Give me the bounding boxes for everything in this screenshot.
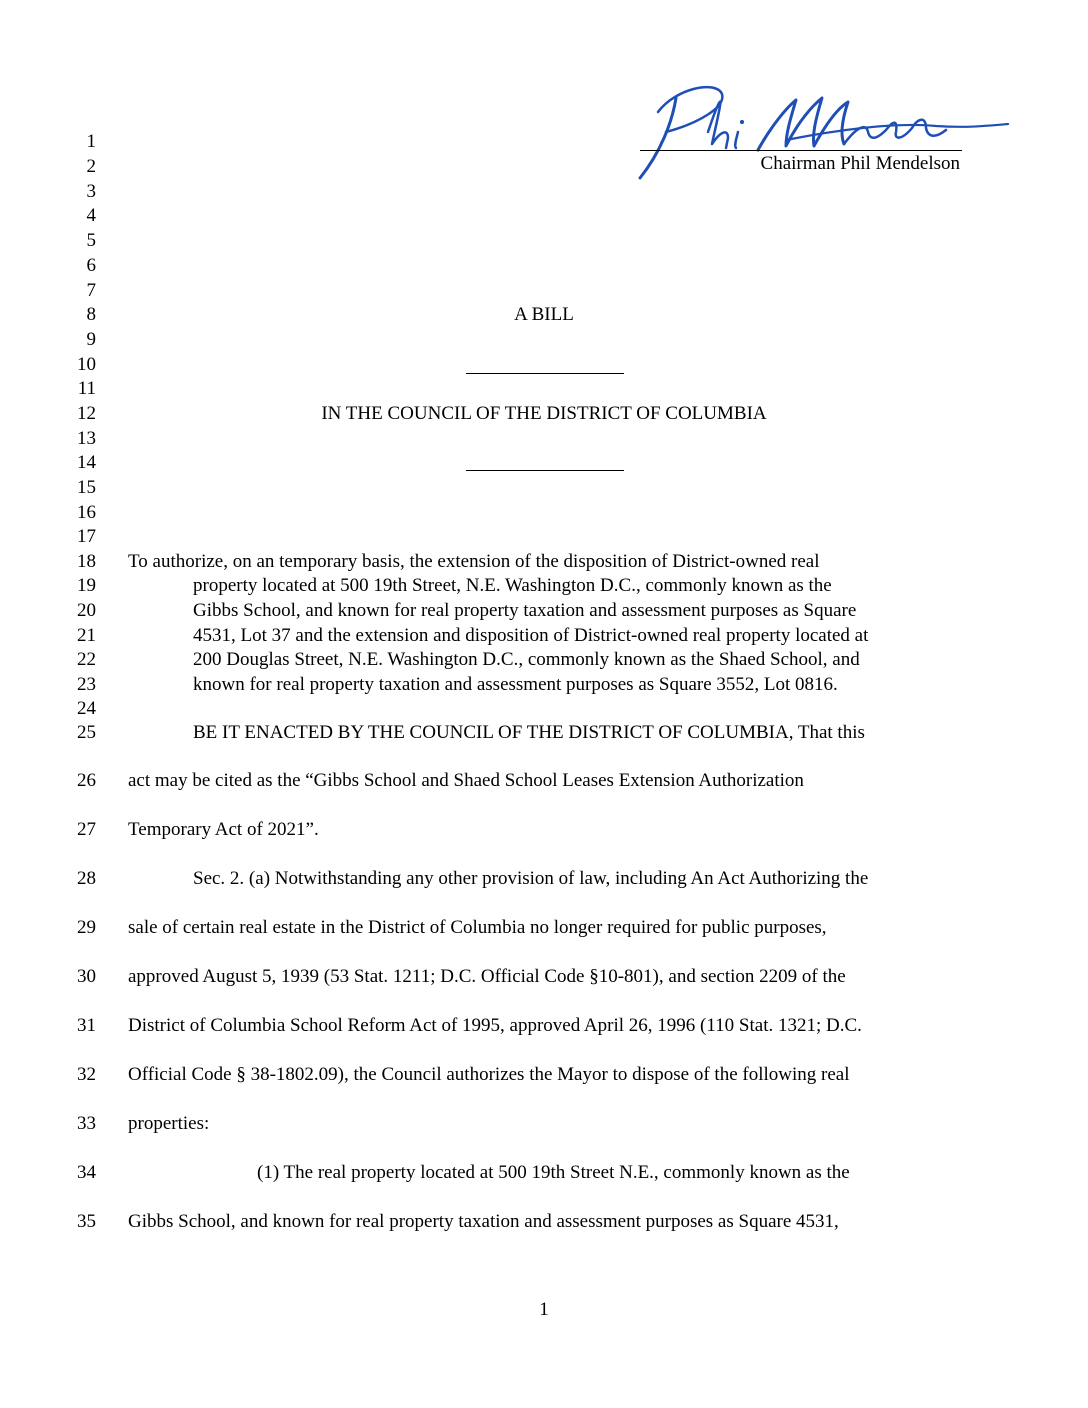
long-title-line: Gibbs School, and known for real property taxation and assessment purposes as Square <box>193 600 857 621</box>
line-number: 25 <box>77 722 96 743</box>
line-number: 24 <box>77 698 96 719</box>
line-number: 26 <box>77 770 96 791</box>
line-number: 14 <box>77 452 96 473</box>
long-title-line: 4531, Lot 37 and the extension and disposition of District-owned real property located at <box>193 625 869 646</box>
council-rule <box>466 470 624 471</box>
body-line: Temporary Act of 2021”. <box>128 819 319 840</box>
line-number: 34 <box>77 1162 96 1183</box>
line-number: 7 <box>86 280 96 301</box>
line-number: 1 <box>86 131 96 152</box>
line-number: 23 <box>77 674 96 695</box>
line-number: 31 <box>77 1015 96 1036</box>
body-line: (1) The real property located at 500 19th Street N.E., commonly known as the <box>257 1162 850 1183</box>
long-title-line: To authorize, on an temporary basis, the extension of the disposition of District-owned real <box>128 551 820 572</box>
line-number: 20 <box>77 600 96 621</box>
line-number: 3 <box>86 181 96 202</box>
line-number: 22 <box>77 649 96 670</box>
body-line: District of Columbia School Reform Act of 1995, approved April 26, 1996 (110 Stat. 1321; D.C. <box>128 1015 862 1036</box>
body-line: approved August 5, 1939 (53 Stat. 1211; D.C. Official Code §10-801), and section 2209 of the <box>128 966 846 987</box>
line-number: 35 <box>77 1211 96 1232</box>
body-line: sale of certain real estate in the District of Columbia no longer required for public purposes, <box>128 917 827 938</box>
signatory-name: Chairman Phil Mendelson <box>760 153 960 174</box>
body-line: Gibbs School, and known for real property taxation and assessment purposes as Square 4531, <box>128 1211 839 1232</box>
line-number: 9 <box>86 329 96 350</box>
line-number: 16 <box>77 502 96 523</box>
line-number: 15 <box>77 477 96 498</box>
line-number: 33 <box>77 1113 96 1134</box>
line-number: 5 <box>86 230 96 251</box>
body-line: properties: <box>128 1113 210 1134</box>
line-number: 29 <box>77 917 96 938</box>
long-title-line: known for real property taxation and assessment purposes as Square 3552, Lot 0816. <box>193 674 838 695</box>
long-title-line: 200 Douglas Street, N.E. Washington D.C., commonly known as the Shaed School, and <box>193 649 860 670</box>
line-number: 8 <box>86 304 96 325</box>
page-number: 1 <box>539 1299 549 1320</box>
line-number: 28 <box>77 868 96 889</box>
line-number: 18 <box>77 551 96 572</box>
body-line: Official Code § 38-1802.09), the Council authorizes the Mayor to dispose of the following real <box>128 1064 850 1085</box>
body-line: Sec. 2. (a) Notwithstanding any other provision of law, including An Act Authorizing the <box>193 868 869 889</box>
line-number: 19 <box>77 575 96 596</box>
title-rule <box>466 373 624 374</box>
line-number: 6 <box>86 255 96 276</box>
line-number: 13 <box>77 428 96 449</box>
line-number: 21 <box>77 625 96 646</box>
line-number: 10 <box>77 354 96 375</box>
line-number: 27 <box>77 819 96 840</box>
line-number: 2 <box>86 156 96 177</box>
line-number: 12 <box>77 403 96 424</box>
line-number: 17 <box>77 526 96 547</box>
line-number: 32 <box>77 1064 96 1085</box>
signature-line <box>640 150 962 151</box>
council-heading: IN THE COUNCIL OF THE DISTRICT OF COLUMBIA <box>321 403 767 424</box>
line-number: 4 <box>86 205 96 226</box>
long-title-line: property located at 500 19th Street, N.E. Washington D.C., commonly known as the <box>193 575 832 596</box>
bill-title: A BILL <box>514 304 574 325</box>
body-line: act may be cited as the “Gibbs School and Shaed School Leases Extension Authorization <box>128 770 804 791</box>
line-number: 11 <box>77 378 96 399</box>
body-line: BE IT ENACTED BY THE COUNCIL OF THE DISTRICT OF COLUMBIA, That this <box>193 722 865 743</box>
line-number: 30 <box>77 966 96 987</box>
